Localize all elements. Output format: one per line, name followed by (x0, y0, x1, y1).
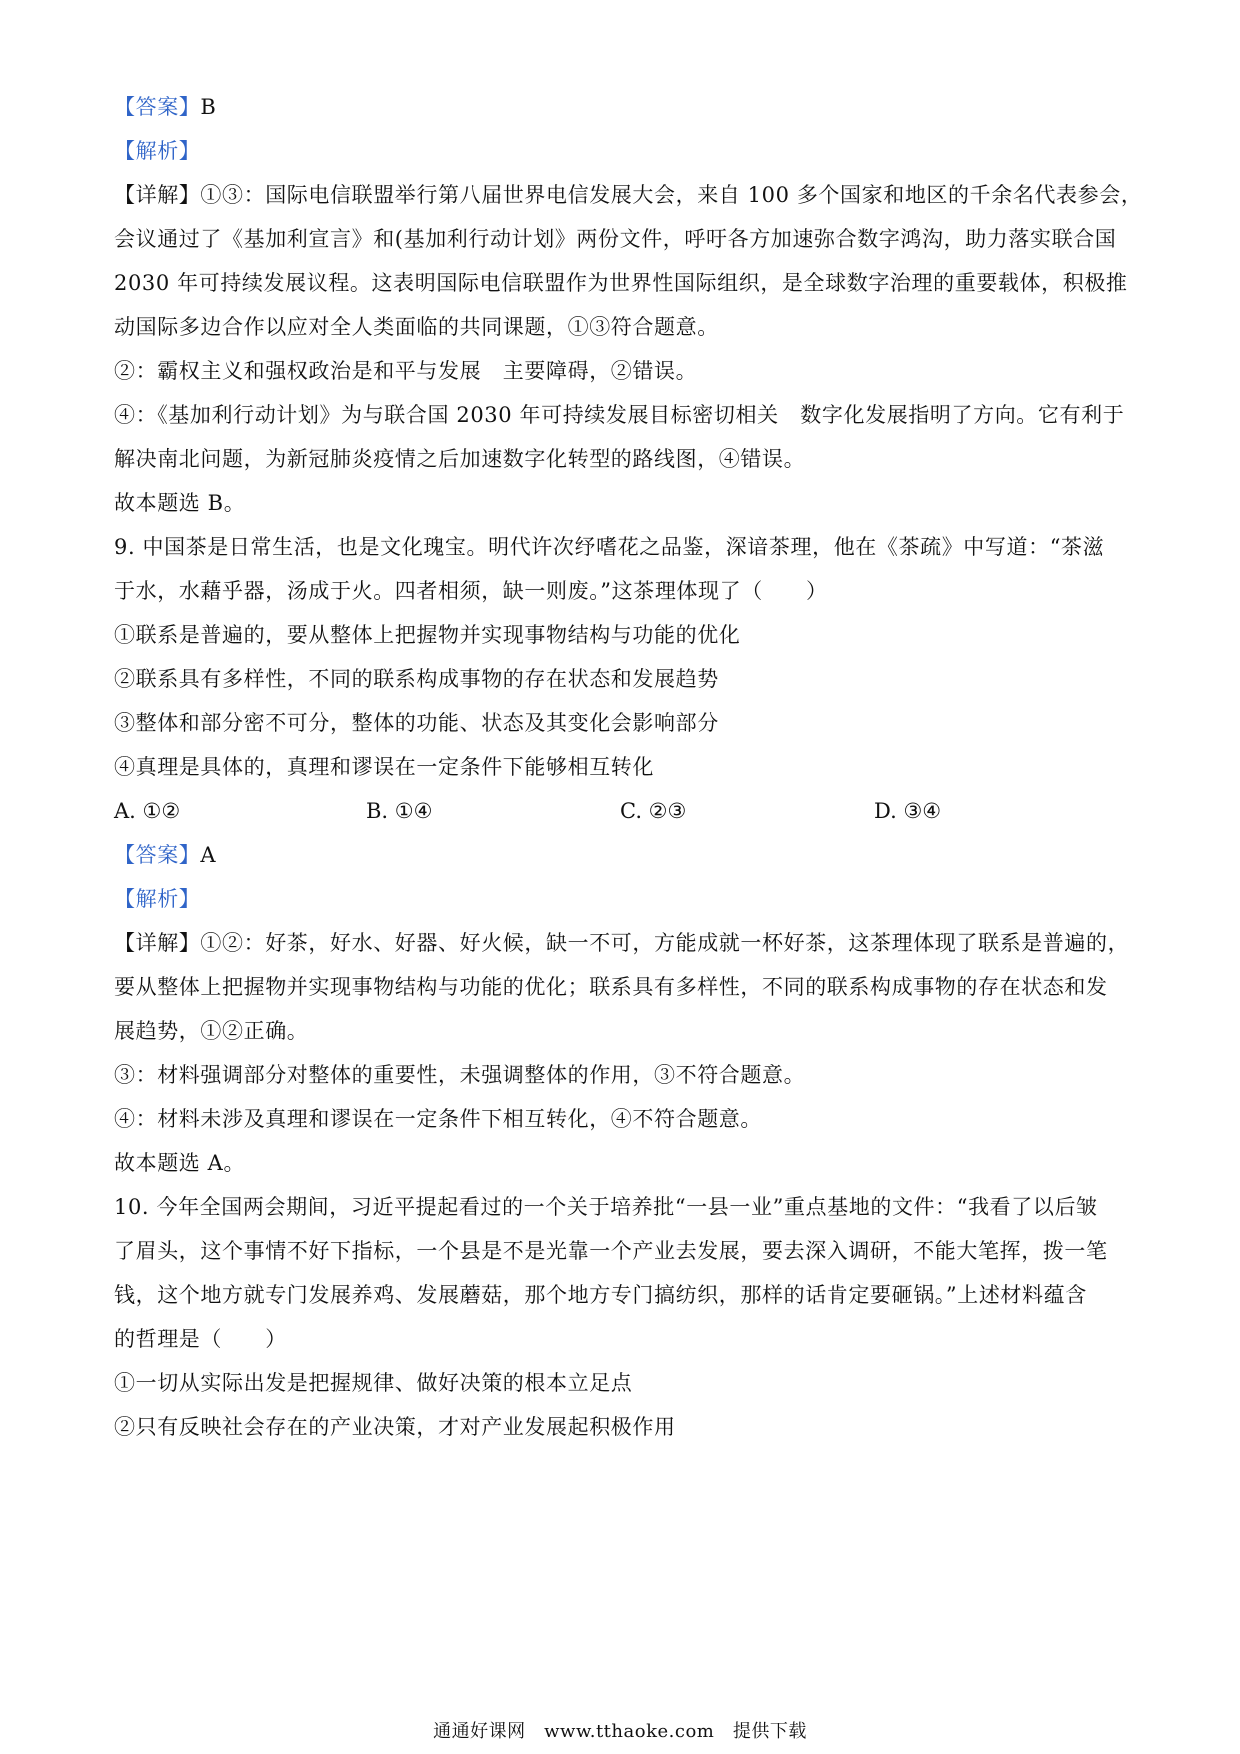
q10-stem-line: 钱，这个地方就专门发展养鸡、发展蘑菇，那个地方专门搞纺织，那样的话肯定要砸锅。”上述材料蕴含 (114, 1283, 1087, 1307)
q9-answer-line (114, 840, 1134, 870)
q9-item: ④真理是具体的，真理和谬误在一定条件下能够相互转化 (114, 755, 654, 779)
q9-detail-line (114, 928, 1134, 958)
q9-option-a: A. ①② (114, 799, 181, 823)
q9-detail-line: 展趋势，①②正确。 (114, 1019, 309, 1043)
analysis-tag: 【解析】 (114, 139, 201, 163)
detail-tag: 【详解】 (114, 183, 201, 207)
q9-option-d: D. ③④ (874, 799, 942, 823)
q9-detail-line: ③：材料强调部分对整体的重要性，未强调整体的作用，③不符合题意。 (114, 1063, 806, 1087)
q8-analysis-line (114, 136, 1134, 166)
q9-stem-line: 于水，水藉乎器，汤成于火。四者相须，缺一则废。”这茶理体现了（ ） (114, 579, 828, 603)
q10-item: ①一切从实际出发是把握规律、做好决策的根本立足点 (114, 1371, 633, 1395)
detail-text: ①②：好茶，好水、好器、好火候，缺一不可，方能成就一杯好茶，这茶理体现了联系是普遍的， (200, 931, 1130, 955)
page-footer: 通通好课网 www.tthaoke.com 提供下载 (433, 1721, 807, 1742)
q9-detail-line: 要从整体上把握物并实现事物结构与功能的优化；联系具有多样性，不同的联系构成事物的存在状态和发 (114, 975, 1108, 999)
q9-analysis-line (114, 884, 1134, 914)
q8-detail-line: 会议通过了《基加利宣言》和(基加利行动计划》两份文件，呼吁各方加速弥合数字鸿沟，助力落实联合国 (114, 227, 1117, 251)
answer-tag: 【答案】 (114, 95, 201, 119)
q8-detail-line: ④：《基加利行动计划》为与联合国 2030 年可持续发展目标密切相关 数字化发展指明了方向。它有利于 (114, 403, 1125, 427)
answer-tag: 【答案】 (114, 843, 201, 867)
q10-item: ②只有反映社会存在的产业决策，才对产业发展起积极作用 (114, 1415, 676, 1439)
q8-detail-line: ②：霸权主义和强权政治是和平与发展 主要障碍，②错误。 (114, 359, 698, 383)
q8-detail-line: 2030 年可持续发展议程。这表明国际电信联盟作为世界性国际组织，是全球数字治理的重要载体，积极推 (114, 271, 1128, 295)
q9-option-b: B. ①④ (366, 799, 433, 823)
q10-stem-line: 10. 今年全国两会期间，习近平提起看过的一个关于培养批“一县一业”重点基地的文件：“我看了以后皱 (114, 1195, 1098, 1219)
analysis-tag: 【解析】 (114, 887, 201, 911)
q9-option-c: C. ②③ (620, 799, 687, 823)
q9-item: ②联系具有多样性，不同的联系构成事物的存在状态和发展趋势 (114, 667, 719, 691)
q9-conclusion: 故本题选 A。 (114, 1151, 246, 1175)
answer-value: B (200, 95, 217, 119)
q10-stem-line: 了眉头，这个事情不好下指标，一个县是不是光靠一个产业去发展，要去深入调研，不能大笔挥，拨一笔 (114, 1239, 1108, 1263)
q9-item: ③整体和部分密不可分，整体的功能、状态及其变化会影响部分 (114, 711, 719, 735)
q8-answer-line (114, 92, 1134, 122)
q8-detail-line (114, 180, 1143, 210)
q10-stem-line: 的哲理是（ ） (114, 1327, 287, 1351)
q9-stem-line: 9. 中国茶是日常生活，也是文化瑰宝。明代许次纾嗜花之品鉴，深谙茶理，他在《茶疏》中写道：“茶滋 (114, 535, 1105, 559)
detail-text: ①③：国际电信联盟举行第八届世界电信发展大会，来自 100 多个国家和地区的千余名代表参会， (200, 183, 1143, 207)
q8-detail-line: 解决南北问题，为新冠肺炎疫情之后加速数字化转型的路线图，④错误。 (114, 447, 806, 471)
q9-detail-line: ④：材料未涉及真理和谬误在一定条件下相互转化，④不符合题意。 (114, 1107, 762, 1131)
detail-tag: 【详解】 (114, 931, 201, 955)
q9-item: ①联系是普遍的，要从整体上把握物并实现事物结构与功能的优化 (114, 623, 741, 647)
q8-conclusion: 故本题选 B。 (114, 491, 246, 515)
answer-value: A (200, 843, 217, 867)
q8-detail-line: 动国际多边合作以应对全人类面临的共同课题，①③符合题意。 (114, 315, 719, 339)
